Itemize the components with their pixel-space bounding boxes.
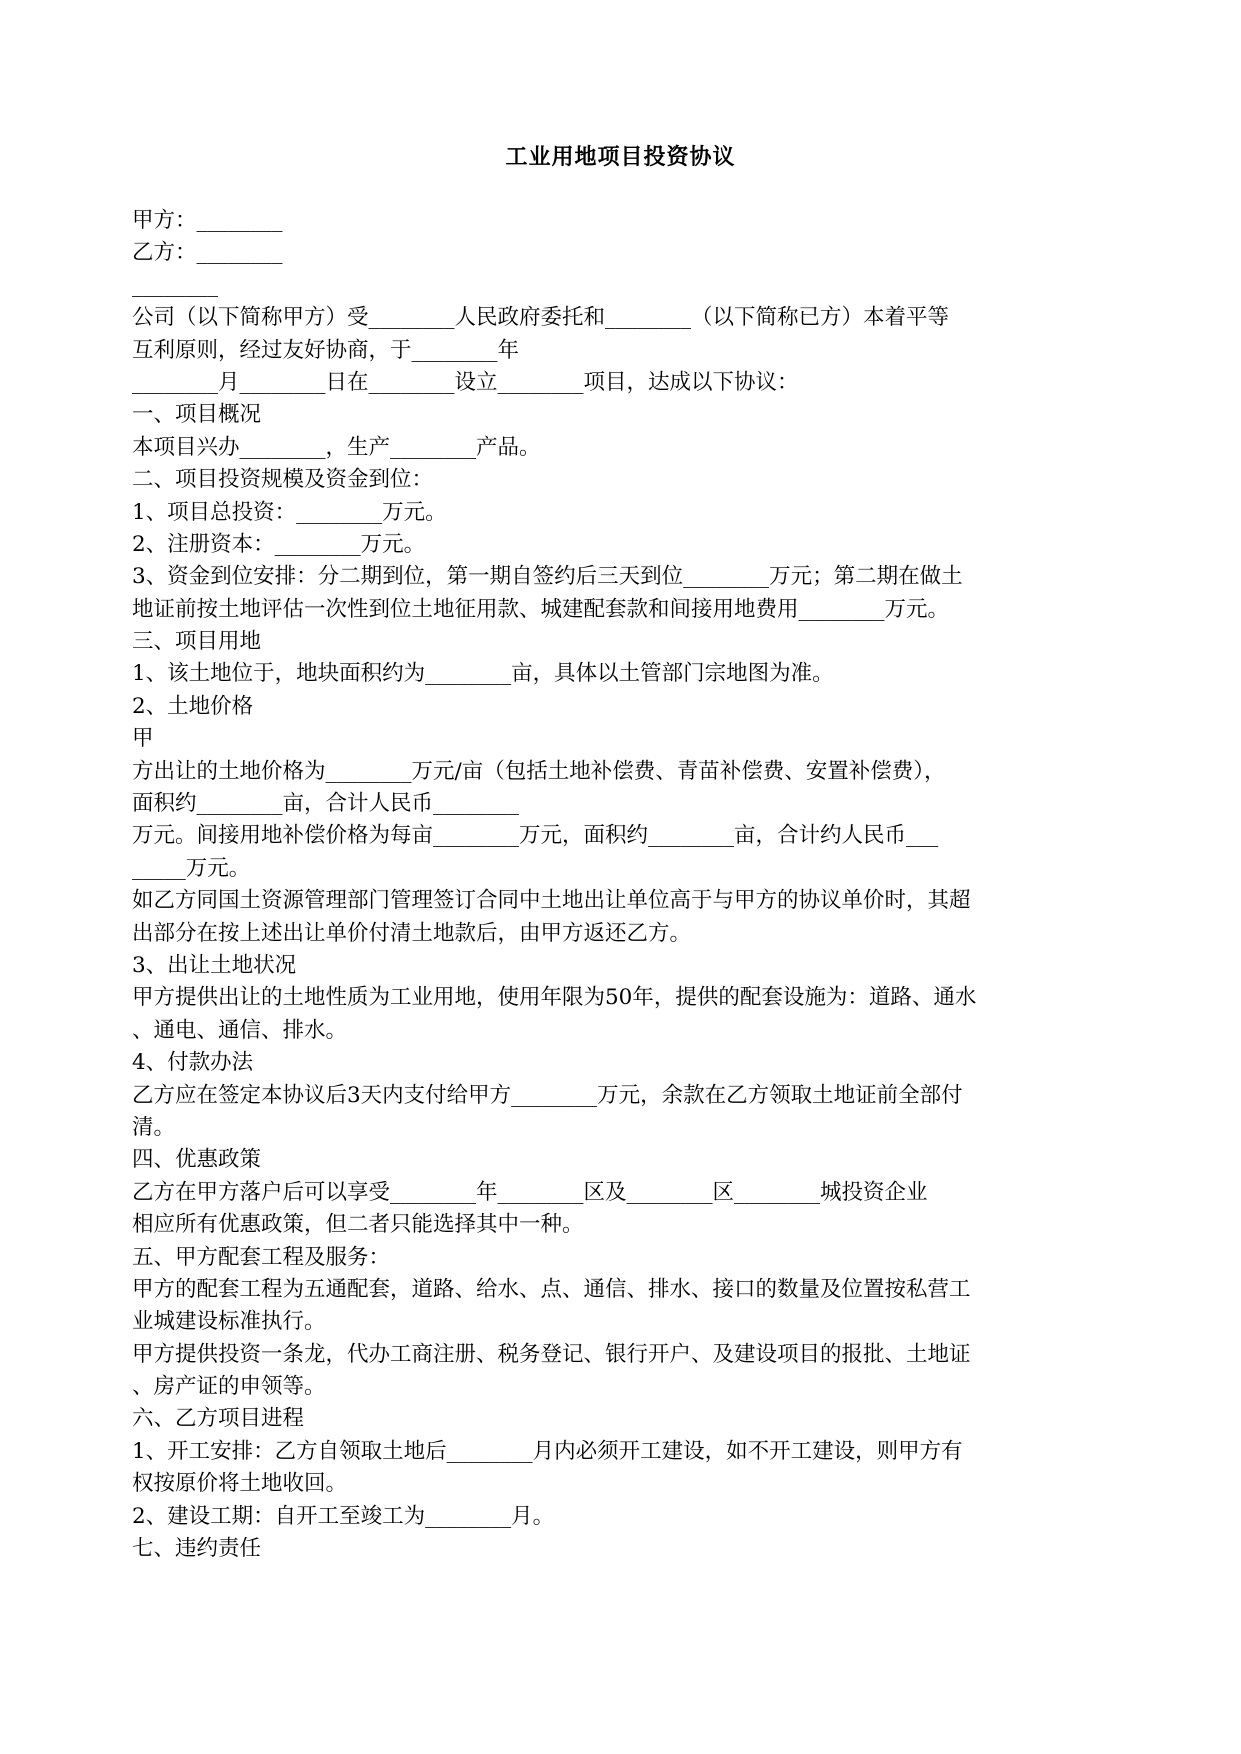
paragraph-line: 2、建设工期：自开工至竣工为________月。 [132, 1503, 555, 1529]
paragraph-line: 权按原价将土地收回。 [132, 1471, 348, 1497]
paragraph-line: 本项目兴办________，生产________产品。 [132, 434, 541, 460]
paragraph-line: 地证前按土地评估一次性到位土地征用款、城建配套款和间接用地费用________万元。 [132, 596, 950, 622]
paragraph-line: 万元。间接用地补偿价格为每亩________万元，面积约________亩，合计约人民币___ [132, 823, 939, 849]
paragraph-line: 甲 [132, 726, 154, 752]
preamble-line: ________月________日在________设立________项目，达成以下协议： [132, 369, 799, 395]
section-heading: 一、项目概况 [132, 402, 262, 428]
party-a-line: 甲方：________ [132, 208, 283, 233]
document-title: 工业用地项目投资协议 [505, 144, 736, 170]
paragraph-line: 甲方提供投资一条龙，代办工商注册、税务登记、银行开户、及建设项目的报批、土地证 [132, 1341, 971, 1367]
paragraph-line: 清。 [132, 1114, 176, 1140]
paragraph-line: 1、开工安排：乙方自领取土地后________月内必须开工建设，如不开工建设，则甲方有 [132, 1438, 963, 1464]
section-heading: 三、项目用地 [132, 629, 262, 655]
paragraph-line: 1、该土地位于，地块面积约为________亩，具体以土管部门宗地图为准。 [132, 661, 834, 687]
paragraph-line: 乙方在甲方落户后可以享受________年________区及________区________城投资企业 [132, 1179, 928, 1205]
paragraph-line: 面积约________亩，合计人民币________ [132, 791, 520, 817]
preamble-line: 公司（以下简称甲方）受________人民政府委托和________（以下简称已方）本着平等 [132, 305, 950, 331]
paragraph-line: 、通电、通信、排水。 [132, 1017, 348, 1043]
paragraph-line: _____万元。 [132, 855, 251, 881]
section-heading: 六、乙方项目进程 [132, 1406, 305, 1432]
paragraph-line: 如乙方同国土资源管理部门管理签订合同中土地出让单位高于与甲方的协议单价时，其超 [132, 888, 971, 914]
paragraph-line: 相应所有优惠政策，但二者只能选择其中一种。 [132, 1212, 584, 1238]
section-heading: 七、违约责任 [132, 1536, 262, 1562]
paragraph-line: 1、项目总投资：________万元。 [132, 499, 447, 525]
section-heading: 四、优惠政策 [132, 1147, 262, 1173]
paragraph-line: 出部分在按上述出让单价付清土地款后，由甲方返还乙方。 [132, 920, 692, 946]
paragraph-line: 甲方提供出让的土地性质为工业用地，使用年限为50年，提供的配套设施为：道路、通水 [132, 985, 977, 1011]
paragraph-line: 2、注册资本：________万元。 [132, 531, 426, 557]
subsection-heading: 2、土地价格 [132, 693, 254, 719]
paragraph-line: 、房产证的申领等。 [132, 1374, 326, 1400]
blank-line: ________ [132, 272, 218, 298]
paragraph-line: 乙方应在签定本协议后3天内支付给甲方________万元，余款在乙方领取土地证前全部付 [132, 1082, 963, 1108]
document-body [132, 205, 1112, 1565]
paragraph-line: 方出让的土地价格为________万元/亩（包括土地补偿费、青苗补偿费、安置补偿费）， [132, 758, 946, 784]
subsection-heading: 4、付款办法 [132, 1050, 254, 1076]
party-b-line: 乙方：________ [132, 240, 283, 266]
section-heading: 五、甲方配套工程及服务： [132, 1244, 391, 1270]
paragraph-line: 3、资金到位安排：分二期到位，第一期自签约后三天到位________万元；第二期在做土 [132, 564, 963, 590]
preamble-line: 互利原则，经过友好协商，于________年 [132, 337, 520, 363]
section-heading: 二、项目投资规模及资金到位： [132, 467, 434, 493]
paragraph-line: 甲方的配套工程为五通配套，道路、给水、点、通信、排水、接口的数量及位置按私营工 [132, 1276, 971, 1302]
paragraph-line: 业城建设标准执行。 [132, 1309, 326, 1335]
subsection-heading: 3、出让土地状况 [132, 952, 297, 978]
